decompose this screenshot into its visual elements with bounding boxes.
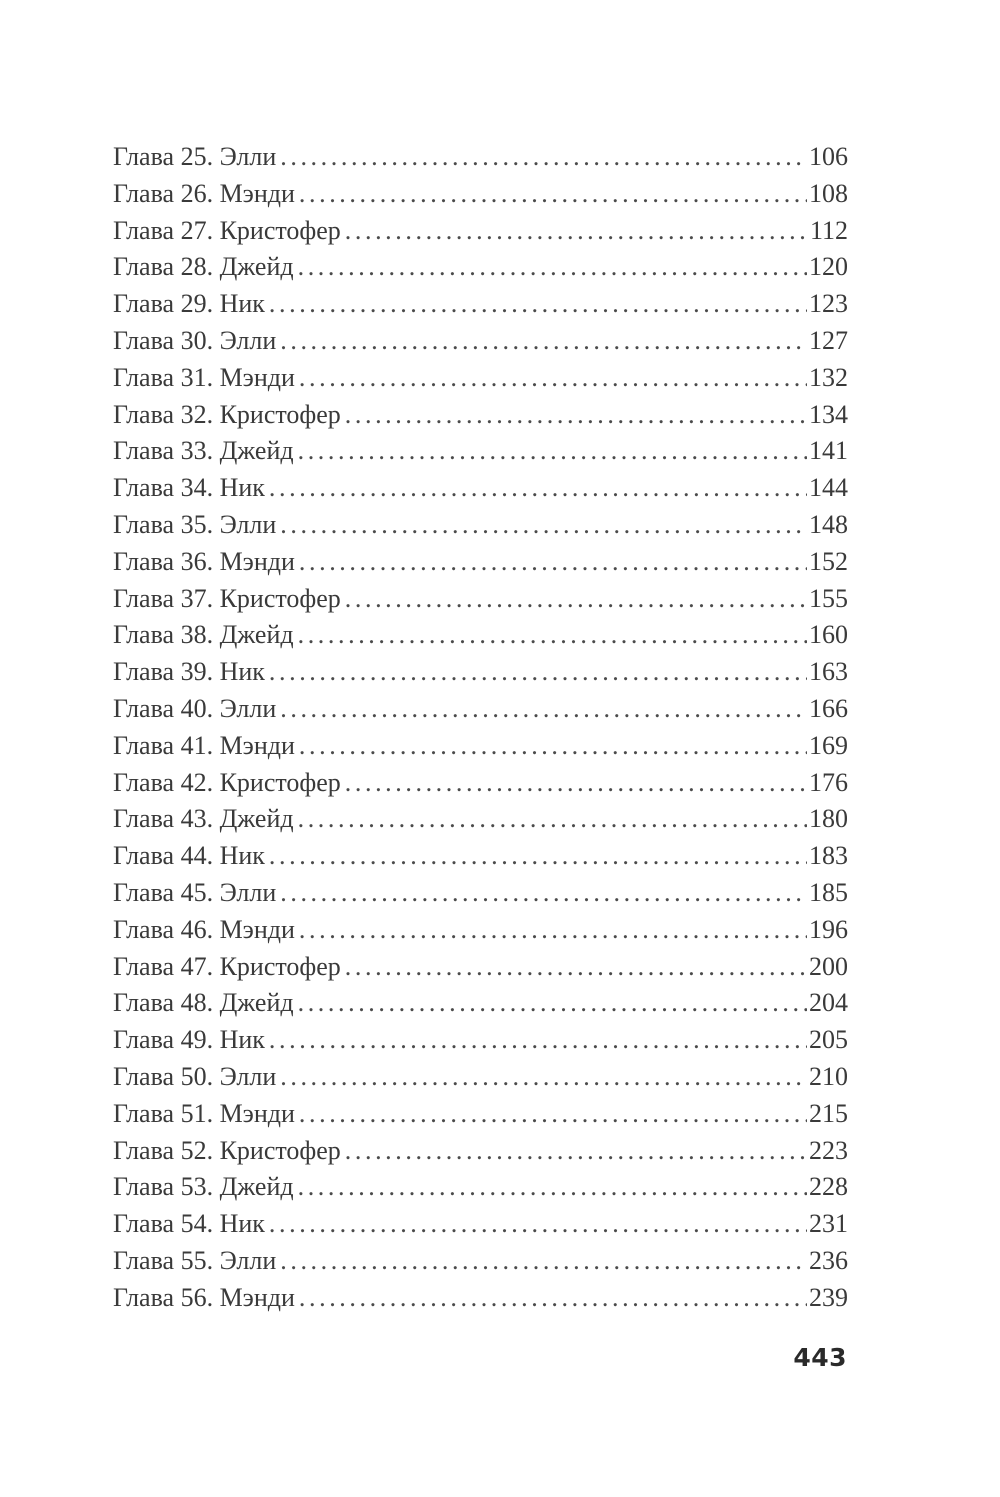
- toc-entry: [113, 728, 848, 765]
- toc-entry: [113, 581, 848, 618]
- toc-entry-page: 166: [809, 693, 848, 723]
- toc-entry-page: 141: [809, 436, 848, 466]
- toc-entry-page: 223: [809, 1135, 848, 1165]
- toc-dot-leader: [345, 949, 807, 986]
- toc-dot-leader: [299, 544, 807, 581]
- toc-entry-title: Глава 55. Элли: [113, 1245, 277, 1275]
- toc-entry: [113, 544, 848, 581]
- toc-entry: [113, 617, 848, 654]
- page-number: 443: [793, 1343, 847, 1372]
- toc-dot-leader: [299, 360, 807, 397]
- toc-entry-title: Глава 31. Мэнди: [113, 362, 295, 392]
- toc-entry: [113, 654, 848, 691]
- toc-entry: [113, 286, 848, 323]
- toc-entry: [113, 139, 848, 176]
- toc-dot-leader: [345, 1133, 807, 1170]
- toc-entry: [113, 360, 848, 397]
- toc-entry-page: 231: [809, 1209, 848, 1239]
- toc-dot-leader: [280, 139, 807, 176]
- toc-dot-leader: [280, 691, 807, 728]
- toc-entry-page: 120: [809, 252, 848, 282]
- toc-dot-leader: [345, 581, 807, 618]
- toc-dot-leader: [280, 875, 807, 912]
- toc-entry-page: 155: [809, 583, 848, 613]
- toc-entry: [113, 691, 848, 728]
- toc-entry: [113, 507, 848, 544]
- toc-entry-title: Глава 46. Мэнди: [113, 914, 295, 944]
- toc-entry-title: Глава 34. Ник: [113, 473, 265, 503]
- toc-entry: [113, 765, 848, 802]
- toc-dot-leader: [299, 1096, 807, 1133]
- toc-entry-title: Глава 51. Мэнди: [113, 1098, 295, 1128]
- toc-entry-title: Глава 26. Мэнди: [113, 178, 295, 208]
- toc-entry-page: 215: [809, 1098, 848, 1128]
- toc-entry-page: 148: [809, 509, 848, 539]
- toc-entry: [113, 1059, 848, 1096]
- toc-entry-title: Глава 56. Мэнди: [113, 1282, 295, 1312]
- toc-dot-leader: [299, 728, 807, 765]
- toc-entry: [113, 249, 848, 286]
- toc-entry: [113, 397, 848, 434]
- toc-entry-page: 205: [809, 1025, 848, 1055]
- toc-entry: [113, 949, 848, 986]
- toc-dot-leader: [299, 176, 807, 213]
- toc-entry-page: 185: [809, 877, 848, 907]
- toc-dot-leader: [280, 507, 807, 544]
- toc-entry-title: Глава 33. Джейд: [113, 436, 294, 466]
- toc-entry: [113, 433, 848, 470]
- toc-entry-title: Глава 49. Ник: [113, 1025, 265, 1055]
- toc-entry-title: Глава 53. Джейд: [113, 1172, 294, 1202]
- toc-entry-page: 236: [809, 1245, 848, 1275]
- toc-entry: [113, 1096, 848, 1133]
- toc-entry-page: 160: [809, 620, 848, 650]
- toc-entry: [113, 470, 848, 507]
- toc-entry: [113, 1206, 848, 1243]
- toc-entry-page: 183: [809, 841, 848, 871]
- toc-entry-title: Глава 50. Элли: [113, 1061, 277, 1091]
- toc-entry-title: Глава 27. Кристофер: [113, 215, 341, 245]
- toc-entry: [113, 213, 848, 250]
- toc-entry: [113, 1280, 848, 1317]
- toc-dot-leader: [345, 213, 808, 250]
- toc-dot-leader: [298, 617, 807, 654]
- toc-dot-leader: [280, 1059, 807, 1096]
- toc-dot-leader: [298, 249, 807, 286]
- toc-dot-leader: [269, 1206, 807, 1243]
- toc-entry-title: Глава 47. Кристофер: [113, 951, 341, 981]
- toc-entry: [113, 1243, 848, 1280]
- toc-entry-title: Глава 48. Джейд: [113, 988, 294, 1018]
- toc-entry: [113, 176, 848, 213]
- toc-entry-page: 163: [809, 657, 848, 687]
- toc-entry: [113, 875, 848, 912]
- toc-entry-title: Глава 43. Джейд: [113, 804, 294, 834]
- toc-entry-title: Глава 45. Элли: [113, 877, 277, 907]
- toc-entry-page: 239: [809, 1282, 848, 1312]
- toc-entry-page: 204: [809, 988, 848, 1018]
- toc-dot-leader: [299, 1280, 807, 1317]
- toc-entry-title: Глава 35. Элли: [113, 509, 277, 539]
- toc-entry-title: Глава 28. Джейд: [113, 252, 294, 282]
- toc-entry-page: 196: [809, 914, 848, 944]
- toc-entry-page: 176: [809, 767, 848, 797]
- toc-entry-page: 134: [809, 399, 848, 429]
- toc-entry-title: Глава 41. Мэнди: [113, 730, 295, 760]
- toc-entry: [113, 1169, 848, 1206]
- toc-entry-page: 210: [809, 1061, 848, 1091]
- toc-entry-page: 108: [809, 178, 848, 208]
- table-of-contents: [113, 139, 848, 1317]
- toc-entry-title: Глава 29. Ник: [113, 289, 265, 319]
- toc-entry-page: 132: [809, 362, 848, 392]
- toc-entry-title: Глава 36. Мэнди: [113, 546, 295, 576]
- toc-dot-leader: [345, 765, 807, 802]
- toc-dot-leader: [269, 1022, 807, 1059]
- toc-dot-leader: [299, 912, 807, 949]
- toc-entry-title: Глава 44. Ник: [113, 841, 265, 871]
- toc-entry-page: 152: [809, 546, 848, 576]
- toc-dot-leader: [298, 985, 807, 1022]
- toc-dot-leader: [280, 323, 807, 360]
- toc-entry: [113, 323, 848, 360]
- toc-entry: [113, 985, 848, 1022]
- toc-entry-page: 112: [809, 215, 848, 245]
- toc-entry-page: 144: [809, 473, 848, 503]
- toc-entry: [113, 838, 848, 875]
- toc-entry-title: Глава 25. Элли: [113, 142, 277, 171]
- toc-entry-title: Глава 42. Кристофер: [113, 767, 341, 797]
- toc-entry-page: 123: [809, 289, 848, 319]
- toc-entry-title: Глава 52. Кристофер: [113, 1135, 341, 1165]
- toc-dot-leader: [345, 397, 807, 434]
- toc-dot-leader: [280, 1243, 807, 1280]
- toc-entry-page: 180: [809, 804, 848, 834]
- toc-entry-title: Глава 54. Ник: [113, 1209, 265, 1239]
- toc-entry-page: 127: [809, 325, 848, 355]
- toc-dot-leader: [269, 654, 807, 691]
- toc-entry: [113, 912, 848, 949]
- toc-entry-title: Глава 39. Ник: [113, 657, 265, 687]
- toc-entry-title: Глава 37. Кристофер: [113, 583, 341, 613]
- toc-dot-leader: [298, 433, 807, 470]
- toc-entry-title: Глава 32. Кристофер: [113, 399, 341, 429]
- toc-entry-page: 228: [809, 1172, 848, 1202]
- toc-dot-leader: [298, 1169, 807, 1206]
- toc-entry-title: Глава 38. Джейд: [113, 620, 294, 650]
- toc-entry-page: 169: [809, 730, 848, 760]
- toc-dot-leader: [298, 801, 807, 838]
- toc-dot-leader: [269, 470, 807, 507]
- toc-entry-page: 106: [809, 142, 848, 171]
- toc-dot-leader: [269, 286, 807, 323]
- toc-entry: [113, 1022, 848, 1059]
- toc-entry-title: Глава 40. Элли: [113, 693, 277, 723]
- toc-entry: [113, 1133, 848, 1170]
- toc-entry: [113, 801, 848, 838]
- toc-entry-page: 200: [809, 951, 848, 981]
- toc-dot-leader: [269, 838, 807, 875]
- toc-entry-title: Глава 30. Элли: [113, 325, 277, 355]
